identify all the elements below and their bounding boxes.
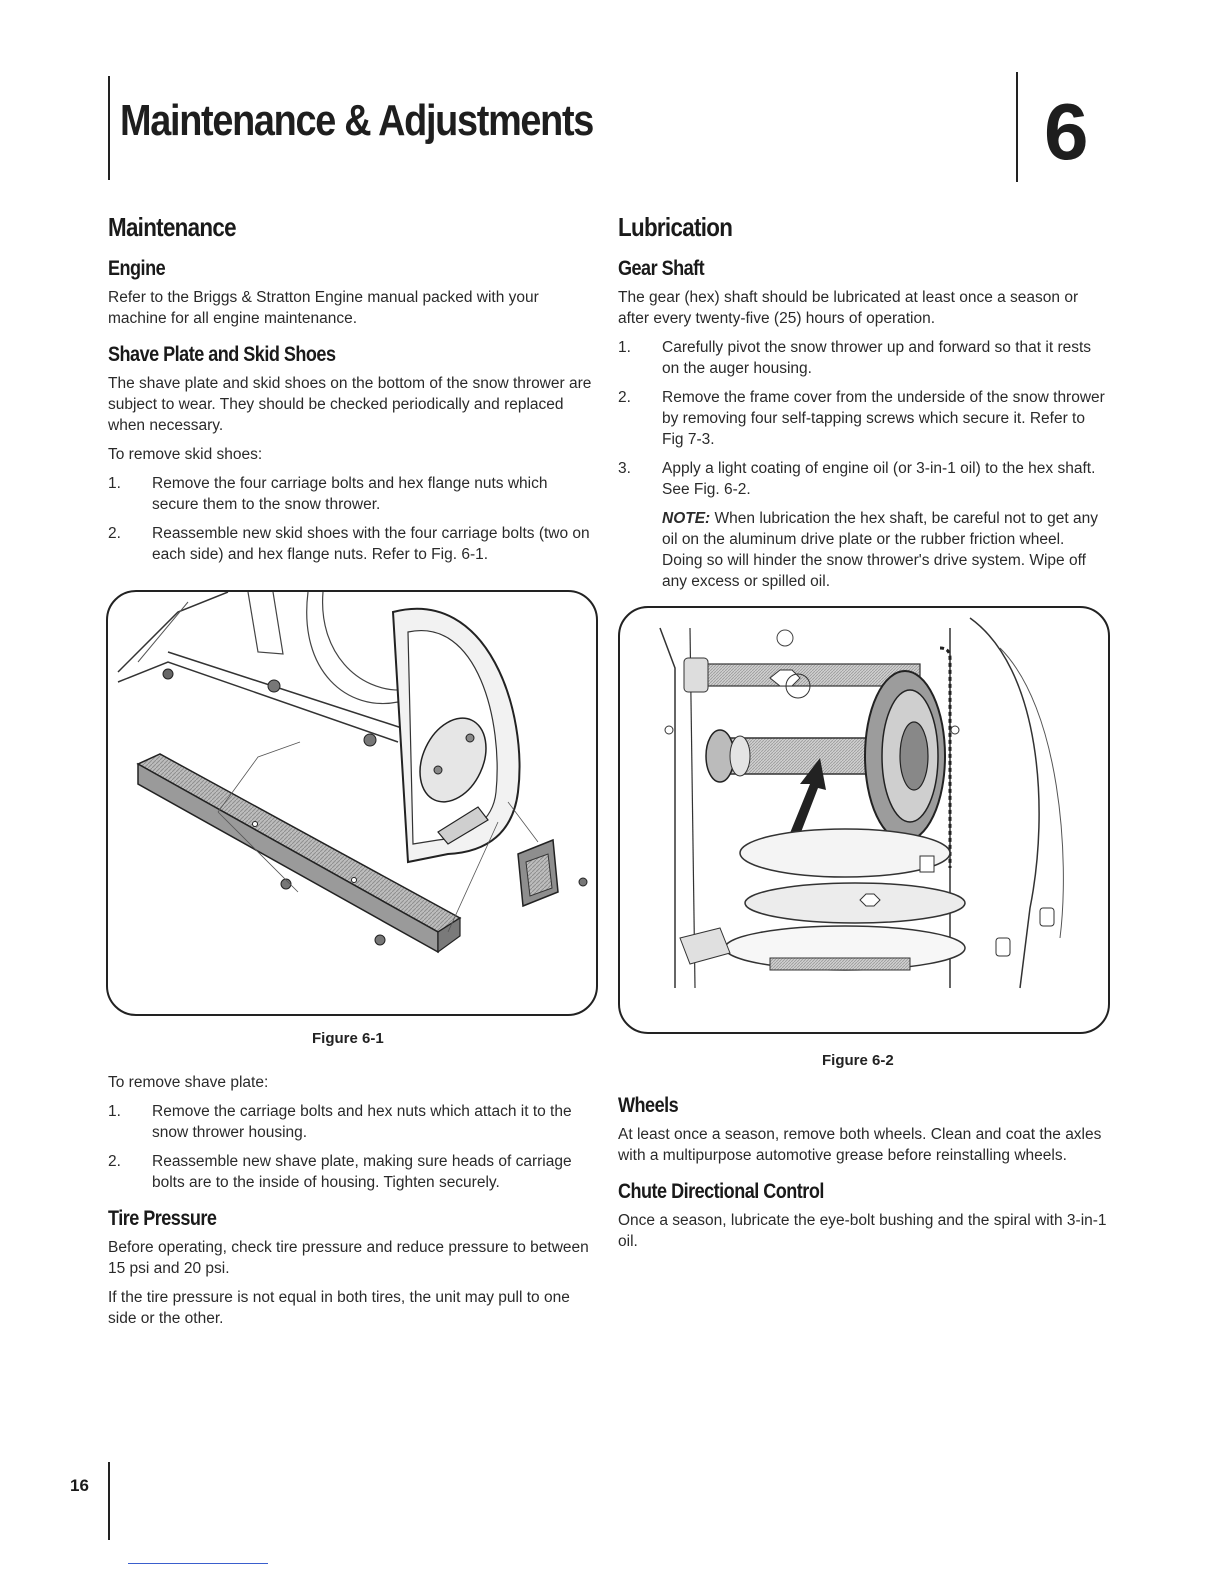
list-item: 1. Remove the four carriage bolts and hex flange nuts which secure them to the snow thrower.	[108, 475, 548, 513]
left-column-bottom	[108, 1072, 598, 1337]
figure-6-1-image	[106, 590, 598, 1016]
figure-6-1-caption: Figure 6-1	[312, 1030, 384, 1047]
shave-plate-steps	[108, 1101, 598, 1193]
chapter-title: Maintenance & Adjustments	[120, 96, 594, 145]
note-label: NOTE:	[662, 510, 711, 527]
tire-pressure-text-2: If the tire pressure is not equal in both tires, the unit may pull to one side or the other.	[108, 1289, 570, 1327]
list-item: 3. Apply a light coating of engine oil (or 3-in-1 oil) to the hex shaft. See Fig. 6-2.	[618, 460, 1096, 498]
shave-plate-intro: To remove shave plate:	[108, 1074, 269, 1091]
skid-shoe-illustration	[108, 592, 596, 1014]
section-title-lubrication: Lubrication	[618, 212, 733, 242]
list-item: 1. Remove the carriage bolts and hex nuts which attach it to the snow thrower housing.	[108, 1103, 572, 1141]
wheels-text: At least once a season, remove both wheels. Clean and coat the axles with a multipurpose automotive grease before reinstalling wheels.	[618, 1126, 1102, 1164]
figure-6-2-image	[618, 606, 1110, 1034]
heading-chute-control: Chute Directional Control	[618, 1180, 824, 1203]
skid-shoes-intro: To remove skid shoes:	[108, 446, 263, 463]
gear-shaft-steps	[618, 337, 1108, 500]
header-left-rule	[108, 76, 110, 180]
list-item: 2. Reassemble new skid shoes with the four carriage bolts (two on each side) and hex flange nuts. Refer to Fig. 6-1.	[108, 525, 590, 563]
heading-tire-pressure: Tire Pressure	[108, 1207, 217, 1230]
right-column-top	[618, 212, 1108, 600]
section-title-maintenance: Maintenance	[108, 212, 236, 242]
left-column-top	[108, 212, 598, 573]
note-text: When lubrication the hex shaft, be careful not to get any oil on the aluminum drive plate or the rubber friction wheel. Doing so will hinder the snow thrower's drive system. Wipe off any excess or spilled oil.	[662, 510, 1098, 590]
list-item: 1. Carefully pivot the snow thrower up and forward so that it rests on the auger housing.	[618, 339, 1092, 377]
heading-wheels: Wheels	[618, 1094, 679, 1117]
gear-shaft-note	[618, 508, 1108, 592]
engine-text: Refer to the Briggs & Stratton Engine manual packed with your machine for all engine maintenance.	[108, 289, 539, 327]
list-item: 2. Remove the frame cover from the underside of the snow thrower by removing four self-tapping screws which secure it. Refer to Fig 7-3.	[618, 389, 1105, 448]
right-column-bottom	[618, 1080, 1108, 1260]
gear-shaft-illustration	[620, 608, 1108, 1032]
heading-shave-plate: Shave Plate and Skid Shoes	[108, 343, 336, 366]
heading-engine: Engine	[108, 257, 166, 280]
skid-shoes-steps	[108, 473, 598, 565]
chute-control-text: Once a season, lubricate the eye-bolt bushing and the spiral with 3-in-1 oil.	[618, 1212, 1107, 1250]
chapter-number: 6	[1044, 87, 1089, 176]
header-right-rule	[1016, 72, 1018, 182]
list-item: 2. Reassemble new shave plate, making sure heads of carriage bolts are to the inside of housing. Tighten securely.	[108, 1153, 572, 1191]
footer-rule	[108, 1462, 110, 1540]
shave-plate-text: The shave plate and skid shoes on the bottom of the snow thrower are subject to wear. They should be checked periodically and replaced when necessary.	[108, 375, 592, 434]
page-number: 16	[70, 1476, 89, 1495]
figure-6-2-caption: Figure 6-2	[822, 1052, 894, 1069]
gear-shaft-text: The gear (hex) shaft should be lubricated at least once a season or after every twenty-five (25) hours of operation.	[618, 289, 1079, 327]
footer-link-line	[128, 1563, 268, 1564]
tire-pressure-text-1: Before operating, check tire pressure and reduce pressure to between 15 psi and 20 psi.	[108, 1239, 589, 1277]
heading-gear-shaft: Gear Shaft	[618, 257, 705, 280]
